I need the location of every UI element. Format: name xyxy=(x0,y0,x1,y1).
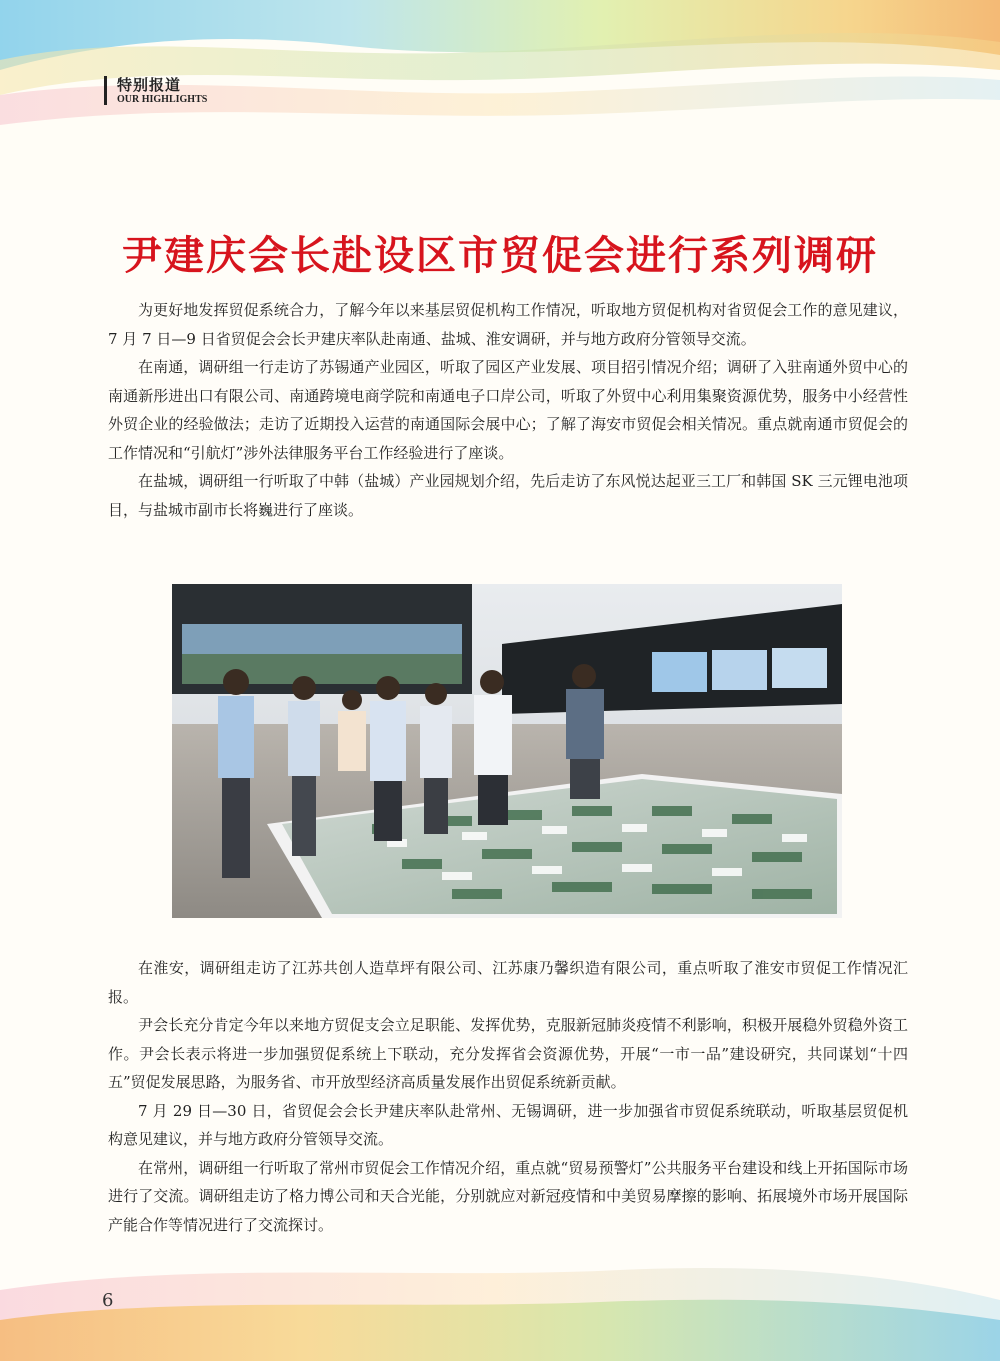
section-title-en: OUR HIGHLIGHTS xyxy=(117,94,208,105)
paragraph: 为更好地发挥贸促系统合力，了解今年以来基层贸促机构工作情况，听取地方贸促机构对省贸促会工作的意见建议，7 月 7 日—9 日省贸促会会长尹建庆率队赴南通、盐城、淮安调研，并与地方政府分管领导交流。 xyxy=(108,301,908,348)
article-title: 尹建庆会长赴设区市贸促会进行系列调研 xyxy=(122,232,878,279)
article-body-bottom xyxy=(108,954,908,1239)
article-photo xyxy=(172,584,842,918)
paragraph: 尹会长充分肯定今年以来地方贸促支会立足职能、发挥优势，克服新冠肺炎疫情不利影响，积极开展稳外贸稳外资工作。尹会长表示将进一步加强贸促系统上下联动，充分发挥省会资源优势，开展“一市一品”建设研究，共同谋划“十四五”贸促发展思路，为服务省、市开放型经济高质量发展作出贸促系统新贡献。 xyxy=(108,1016,908,1091)
paragraph: 在淮安，调研组走访了江苏共创人造草坪有限公司、江苏康乃馨织造有限公司，重点听取了淮安市贸促工作情况汇报。 xyxy=(108,959,908,1006)
bottom-decorative-banner xyxy=(0,1250,1000,1361)
paragraph: 在南通，调研组一行走访了苏锡通产业园区，听取了园区产业发展、项目招引情况介绍；调研了入驻南通外贸中心的南通新彤进出口有限公司、南通跨境电商学院和南通电子口岸公司，听取了外贸中心利用集聚资源优势，服务中小经营性外贸企业的经验做法；走访了近期投入运营的南通国际会展中心；了解了海安市贸促会相关情况。重点就南通市贸促会的工作情况和“引航灯”涉外法律服务平台工作经验进行了座谈。 xyxy=(108,358,908,462)
section-title-cn: 特别报道 xyxy=(117,76,182,94)
article-body-top xyxy=(108,296,908,524)
page-number: 6 xyxy=(102,1290,114,1311)
paragraph: 7 月 29 日—30 日，省贸促会会长尹建庆率队赴常州、无锡调研，进一步加强省市贸促系统联动，听取基层贸促机构意见建议，并与地方政府分管领导交流。 xyxy=(108,1101,908,1148)
paragraph: 在常州，调研组一行听取了常州市贸促会工作情况介绍，重点就“贸易预警灯”公共服务平台建设和线上开拓国际市场进行了交流。调研组走访了格力博公司和天合光能，分别就应对新冠疫情和中美贸易摩擦的影响、拓展境外市场开展国际产能合作等情况进行了交流探讨。 xyxy=(108,1158,908,1234)
paragraph: 在盐城，调研组一行听取了中韩（盐城）产业园规划介绍，先后走访了东风悦达起亚三工厂和韩国 SK 三元锂电池项目，与盐城市副市长将巍进行了座谈。 xyxy=(108,472,908,519)
section-header xyxy=(104,76,207,105)
